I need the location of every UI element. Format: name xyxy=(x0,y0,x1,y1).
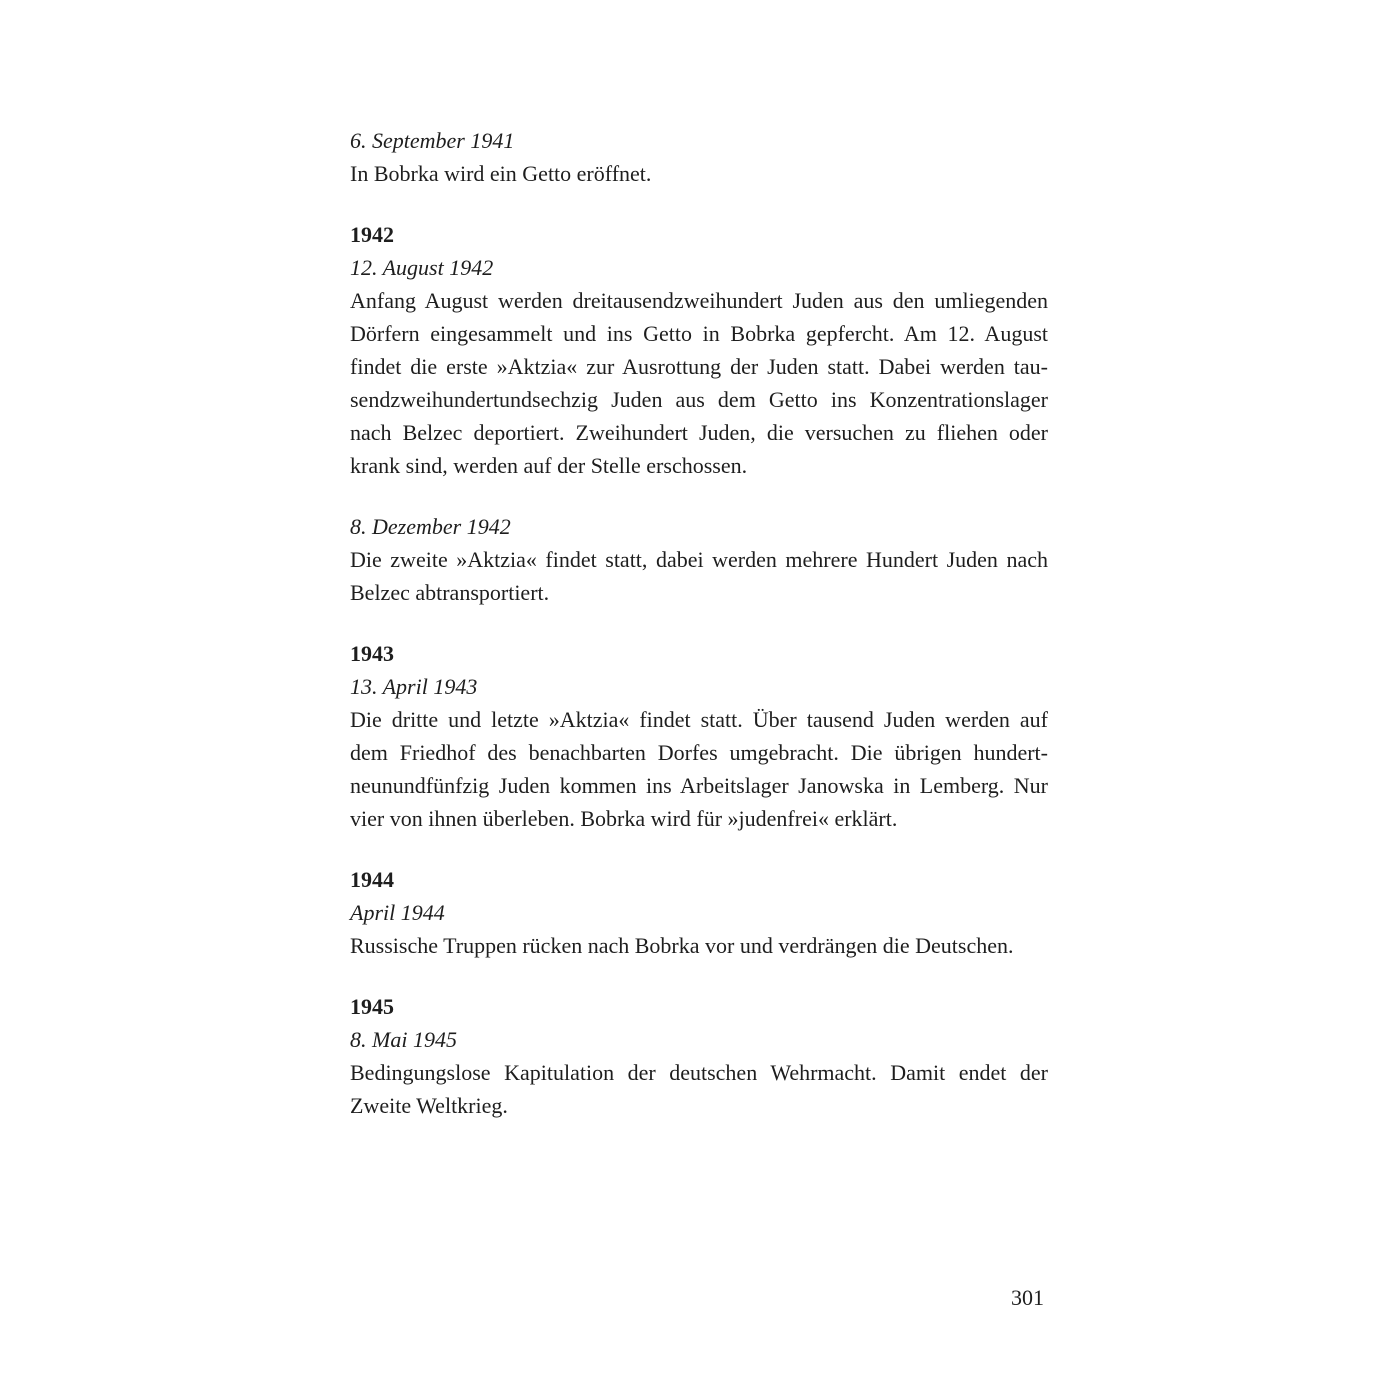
timeline-entry-1944 xyxy=(350,896,1048,962)
entry-text-line: Die zweite »Aktzia« findet statt, dabei werden mehrere Hundert Juden nach xyxy=(350,547,1048,572)
entry-text-line: In Bobrka wird ein Getto eröffnet. xyxy=(350,161,652,186)
entry-text-line: findet die erste »Aktzia« zur Ausrottung der Juden statt. Dabei werden tau- xyxy=(350,354,1048,379)
entry-date: 6. September 1941 xyxy=(350,128,515,153)
entry-text-line: krank sind, werden auf der Stelle erschossen. xyxy=(350,453,748,478)
entry-text-line: nach Belzec deportiert. Zweihundert Juden, die versuchen zu fliehen oder xyxy=(350,420,1048,445)
year-heading-1945: 1945 xyxy=(350,994,394,1019)
entry-text-line: Bedingungslose Kapitulation der deutschen Wehrmacht. Damit endet der xyxy=(350,1060,1048,1085)
entry-date: 12. August 1942 xyxy=(350,255,494,280)
timeline-entry-1941 xyxy=(350,124,1048,190)
entry-text-line: Dörfern eingesammelt und ins Getto in Bobrka gepfercht. Am 12. August xyxy=(350,321,1048,346)
year-heading-1944: 1944 xyxy=(350,867,394,892)
entry-text-line: neunundfünfzig Juden kommen ins Arbeitslager Janowska in Lemberg. Nur xyxy=(350,773,1048,798)
entry-text-line: Anfang August werden dreitausendzweihundert Juden aus den umliegenden xyxy=(350,288,1048,313)
entry-date: 13. April 1943 xyxy=(350,674,478,699)
entry-text-line: vier von ihnen überleben. Bobrka wird für »judenfrei« erklärt. xyxy=(350,806,898,831)
entry-text-line: sendzweihundertundsechzig Juden aus dem Getto ins Konzentrationslager xyxy=(350,387,1048,412)
year-heading-1942: 1942 xyxy=(350,222,394,247)
timeline-entry-1943 xyxy=(350,670,1048,835)
timeline-entry-1945 xyxy=(350,1023,1048,1122)
entry-date: 8. Mai 1945 xyxy=(350,1027,457,1052)
entry-text-line: Belzec abtransportiert. xyxy=(350,580,550,605)
entry-text-line: Die dritte und letzte »Aktzia« findet statt. Über tausend Juden werden auf xyxy=(350,707,1048,732)
entry-date: 8. Dezember 1942 xyxy=(350,514,511,539)
page-number: 301 xyxy=(1011,1285,1044,1310)
entry-date: April 1944 xyxy=(350,900,445,925)
timeline-entry-1942-august xyxy=(350,251,1048,482)
timeline-entry-1942-dezember xyxy=(350,510,1048,609)
timeline-text-block xyxy=(350,124,1048,1122)
entry-text-line: dem Friedhof des benachbarten Dorfes umgebracht. Die übrigen hundert- xyxy=(350,740,1048,765)
entry-text-line: Russische Truppen rücken nach Bobrka vor und verdrängen die Deutschen. xyxy=(350,933,1014,958)
entry-text-line: Zweite Weltkrieg. xyxy=(350,1093,508,1118)
year-heading-1943: 1943 xyxy=(350,641,394,666)
